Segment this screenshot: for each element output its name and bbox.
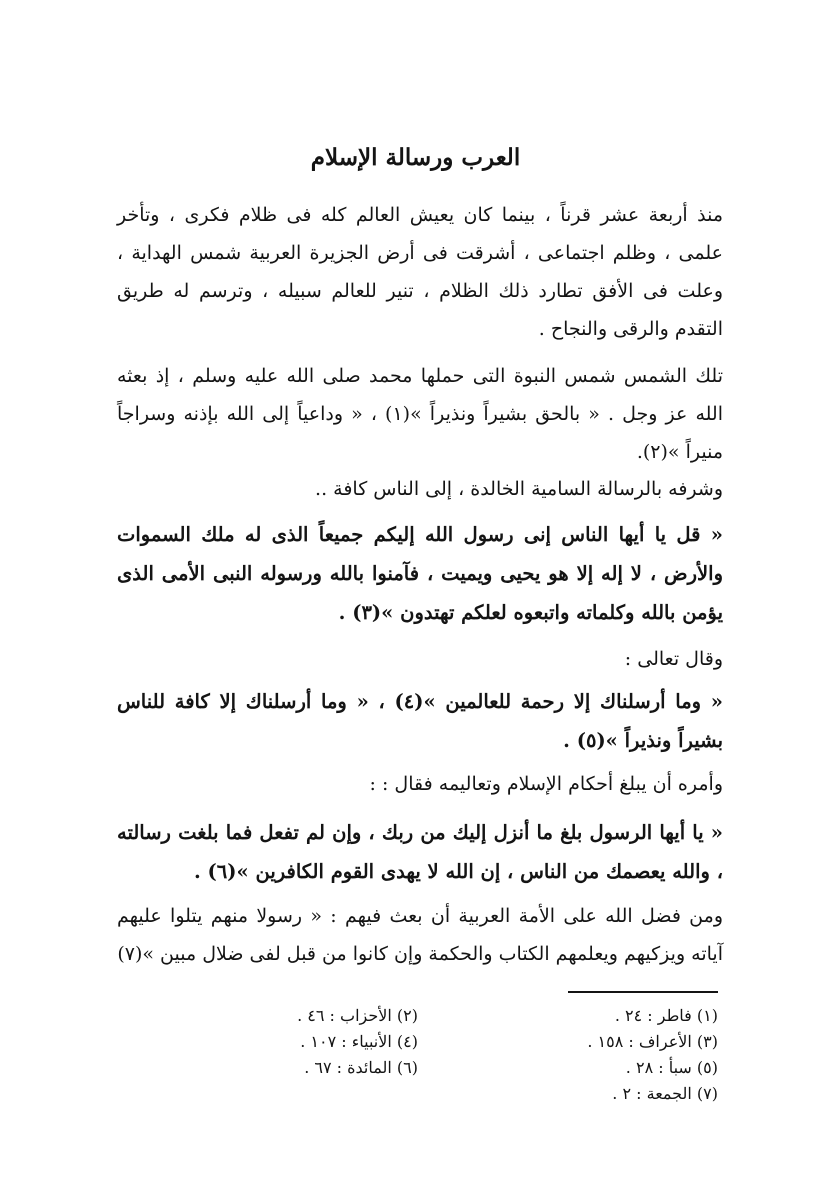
footnote-empty bbox=[118, 1081, 418, 1107]
quote-anbiya-saba: « وما أرسلناك إلا رحمة للعالمين »(٤) ، « وما أرسلناك إلا كافة للناس بشيراً ونذيراً »(٥) . bbox=[117, 690, 723, 752]
footnote-2: (٢) الأحزاب : ٤٦ . bbox=[297, 1006, 418, 1025]
paragraph-prophecy: تلك الشمس شمس النبوة التى حملها محمد صلى الله عليه وسلم ، إذ بعثه الله عز وجل . « بالحق بشيراً ونذيراً »(١) ، « وداعياً إلى الله بإذنه وسراجاً منيراً »(٢). bbox=[117, 365, 723, 463]
footnote-7: (٧) الجمعة : ٢ . bbox=[612, 1084, 718, 1103]
quote-araf: « قل يا أيها الناس إنى رسول الله إليكم جميعاً الذى له ملك السموات والأرض ، لا إله إلا هو يحيى ويميت ، فآمنوا بالله ورسوله النبى الأمى الذى يؤمن بالله وكلماته واتبعوه لعلكم تهتدون »(٣) . bbox=[117, 523, 723, 624]
footnote-5: (٥) سبأ : ٢٨ . bbox=[625, 1058, 718, 1077]
footnote-3: (٣) الأعراف : ١٥٨ . bbox=[587, 1032, 718, 1051]
paragraph-intro: منذ أربعة عشر قرناً ، بينما كان يعيش العالم كله فى ظلام فكرى ، وتأخر علمى ، وظلم اجتماعى ، أشرقت فى أرض الجزيرة العربية شمس الهداية ، وعلت فى الأفق تطارد ذلك الظلام ، تنير للعالم سبيله ، وترسم له طريق التقدم والرقى والنجاح . bbox=[117, 204, 723, 340]
footnote-row bbox=[118, 1029, 718, 1055]
footnote-row bbox=[118, 1081, 718, 1107]
footnote-6: (٦) المائدة : ٦٧ . bbox=[304, 1058, 418, 1077]
quote-maidah: « يا أيها الرسول بلغ ما أنزل إليك من ربك ، وإن لم تفعل فما بلغت رسالته ، والله يعصمك من الناس ، إن الله لا يهدى القوم الكافرين »(٦) . bbox=[117, 821, 723, 883]
footnote-4: (٤) الأنبياء : ١٠٧ . bbox=[300, 1032, 418, 1051]
footnote-1: (١) فاطر : ٢٤ . bbox=[614, 1006, 718, 1025]
page-title: العرب ورسالة الإسلام bbox=[310, 144, 521, 171]
paragraph-said-exalted: وقال تعالى : bbox=[624, 648, 723, 670]
footnote-row bbox=[118, 1055, 718, 1081]
footnote-divider bbox=[568, 991, 718, 993]
paragraph-mission: وشرفه بالرسالة السامية الخالدة ، إلى الناس كافة .. bbox=[315, 478, 723, 500]
paragraph-grace: ومن فضل الله على الأمة العربية أن بعث فيهم : « رسولا منهم يتلوا عليهم آياته ويزكيهم ويعلمهم الكتاب والحكمة وإن كانوا من قبل لفى ضلال مبين »(٧) bbox=[117, 905, 723, 965]
paragraph-command: وأمره أن يبلغ أحكام الإسلام وتعاليمه فقال : : bbox=[369, 773, 723, 795]
footnote-row bbox=[118, 1003, 718, 1029]
footnotes bbox=[118, 1003, 718, 1107]
